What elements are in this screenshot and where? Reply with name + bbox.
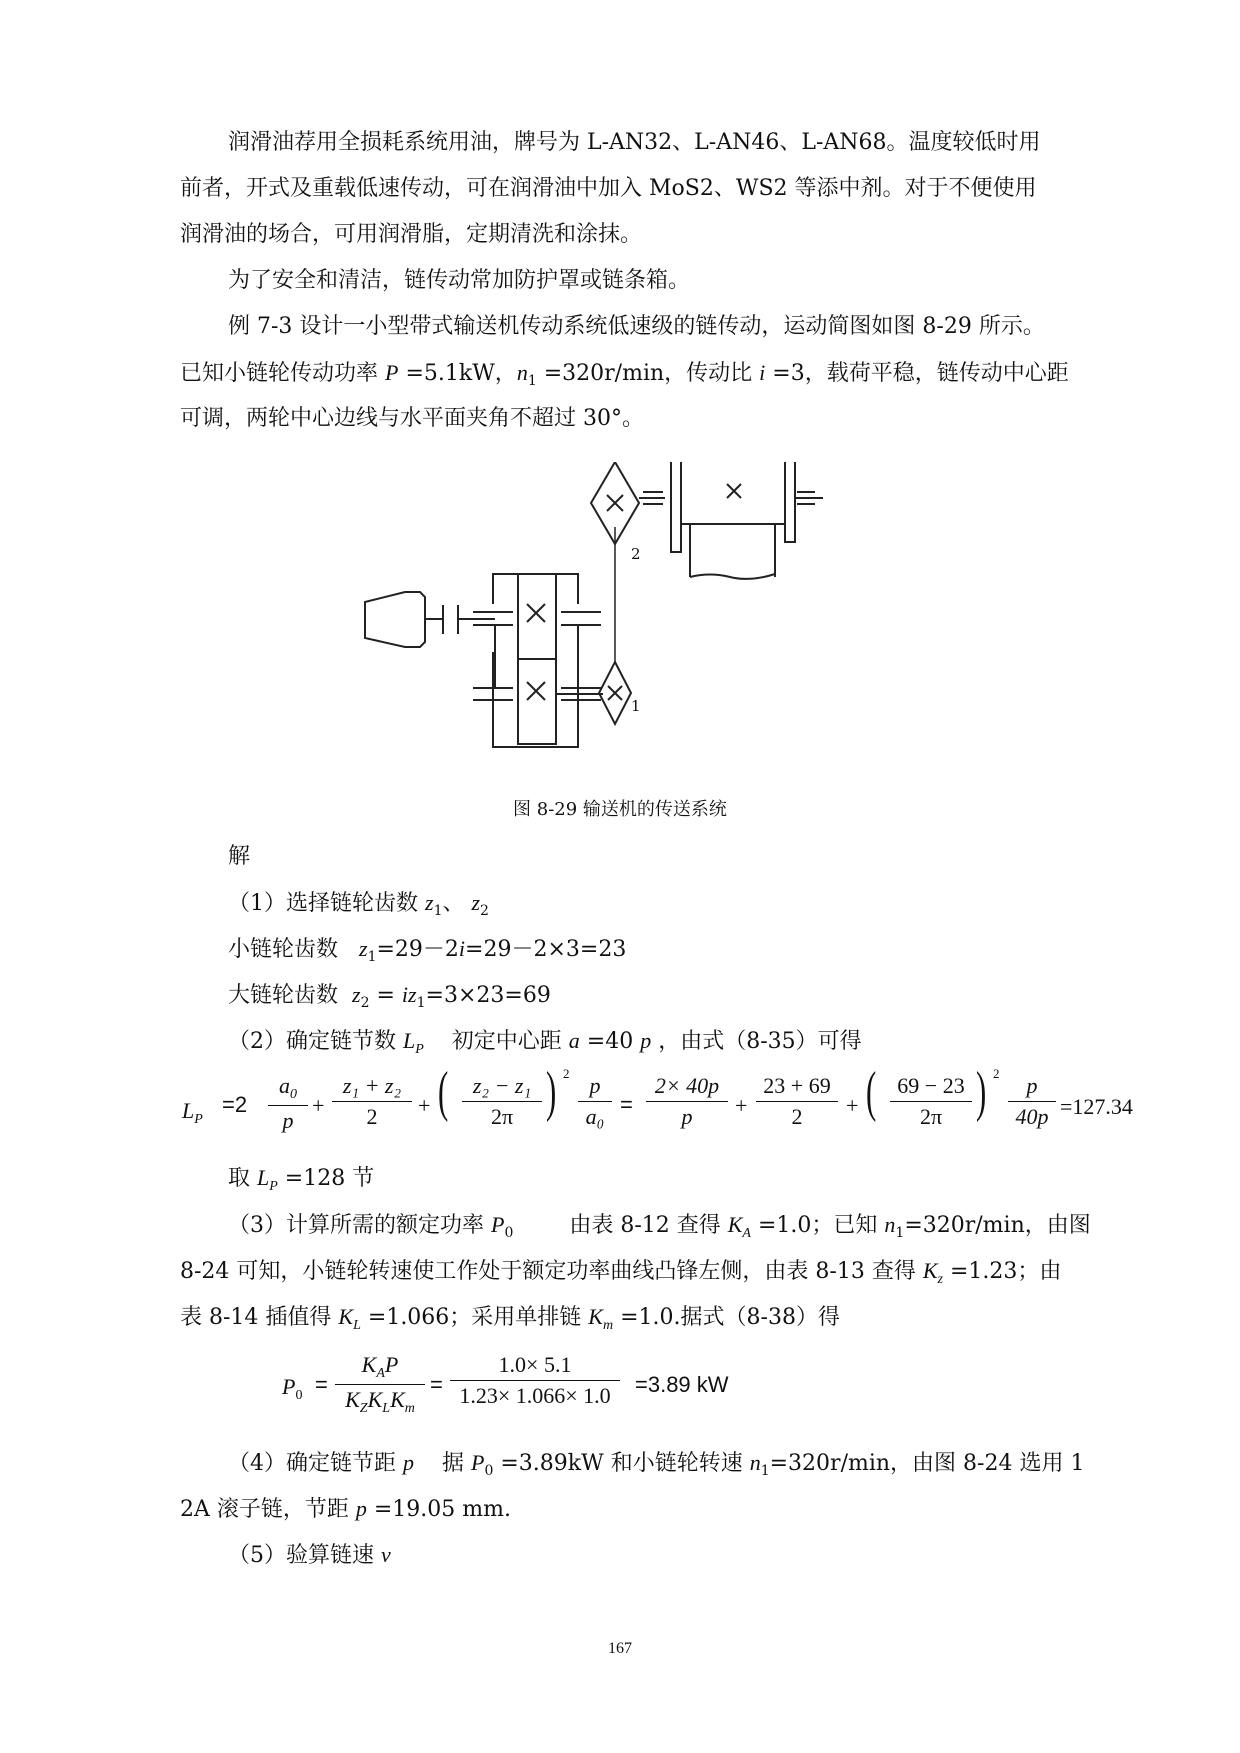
para1-line3: 润滑油的场合，可用润滑脂，定期清洗和涂抹。 (180, 222, 643, 247)
example-line1: 例 7-3 设计一小型带式输送机传动系统低速级的链传动，运动简图如图 8-29 所示。 (228, 314, 1045, 339)
transmission-diagram (345, 462, 825, 762)
gear-upper (518, 574, 556, 659)
step3-line3: 表 8-14 插值得 $K_L =1.066$；采用单排链 $K_m =1.0$.据式（8-38）得 (180, 1304, 840, 1333)
step1-large: 大链轮齿数 $z_2 = iz_1=3\times 23=69$ (228, 982, 551, 1011)
example-line3: 可调，两轮中心边线与水平面夹角不超过 30°。 (180, 406, 644, 431)
label-1: 1 (631, 697, 641, 715)
solution-title: 解 (228, 844, 251, 869)
equation-power: $P_0$ = $K_AP$ $K_ZK_LK_m$ = 1.0× 5.1 1.23× 1.066× 1.0 =3.89 kW (282, 1352, 729, 1416)
example-line2: 已知小链轮传动功率 P =5.1kW，$n_1 =320r/\min$，传动比 i =3，载荷平稳，链传动中心距 (180, 360, 1069, 389)
para2: 为了安全和清洁，链传动常加防护罩或链条箱。 (228, 268, 691, 293)
gear-lower (518, 659, 556, 744)
step3-line1: （3）计算所需的额定功率 $P_0$ 由表 8-12 查得 $K_A =1.0$；已知 $n_1=320r/\min$，由图 (228, 1212, 1091, 1241)
step5-heading: （5）验算链速 v (228, 1542, 391, 1568)
step3-line2: 8-24 可知，小链轮转速使工作处于额定功率曲线凸锋左侧，由表 8-13 查得 $K_z =1.23$；由 (180, 1258, 1062, 1287)
take-lp: 取 $L_P =128$ 节 (228, 1165, 375, 1194)
step4-line1: （4）确定链节距 p 据 $P_0 =3.89kW$ 和小链轮转速 $n_1=320r/\min$，由图 8-24 选用 1 (228, 1450, 1085, 1479)
step1-heading: （1）选择链轮齿数 $z_1$、 $z_2$ (228, 890, 489, 919)
conveyor-drum (671, 462, 681, 552)
label-2: 2 (631, 545, 641, 563)
step4-line2: 2A 滚子链，节距 p =19.05 mm. (180, 1496, 511, 1522)
page-number: 167 (608, 1640, 632, 1657)
para1-line2: 前者，开式及重载低速传动，可在润滑油中加入 MoS2、WS2 等添中剂。对于不便使用 (180, 176, 1037, 201)
equation-chain-links: $L_P$ =2 $a_0$ p + z₁ + z₂ 2 + ( z₂ − z₁ 2π ) 2 p a₀ = 2× 40p p + 23 + 69 2 + ( 69 − 23 2π ) 2 p 40p =127.34 (182, 1061, 1133, 1133)
motor-shape (365, 592, 425, 647)
para1-line1: 润滑油荐用全损耗系统用油，牌号为 L-AN32、L-AN46、L-AN68。温度较低时用 (228, 130, 1041, 155)
gearbox-housing (493, 574, 578, 604)
figure-caption: 图 8-29 输送机的传送系统 (513, 799, 727, 820)
step1-small: 小链轮齿数 $z_1=29-2i=29-2\times 3=23$ (228, 936, 627, 965)
step2-heading: （2）确定链节数 $L_P$ 初定中心距 a =40 p ，由式（8-35）可得 (228, 1028, 862, 1057)
